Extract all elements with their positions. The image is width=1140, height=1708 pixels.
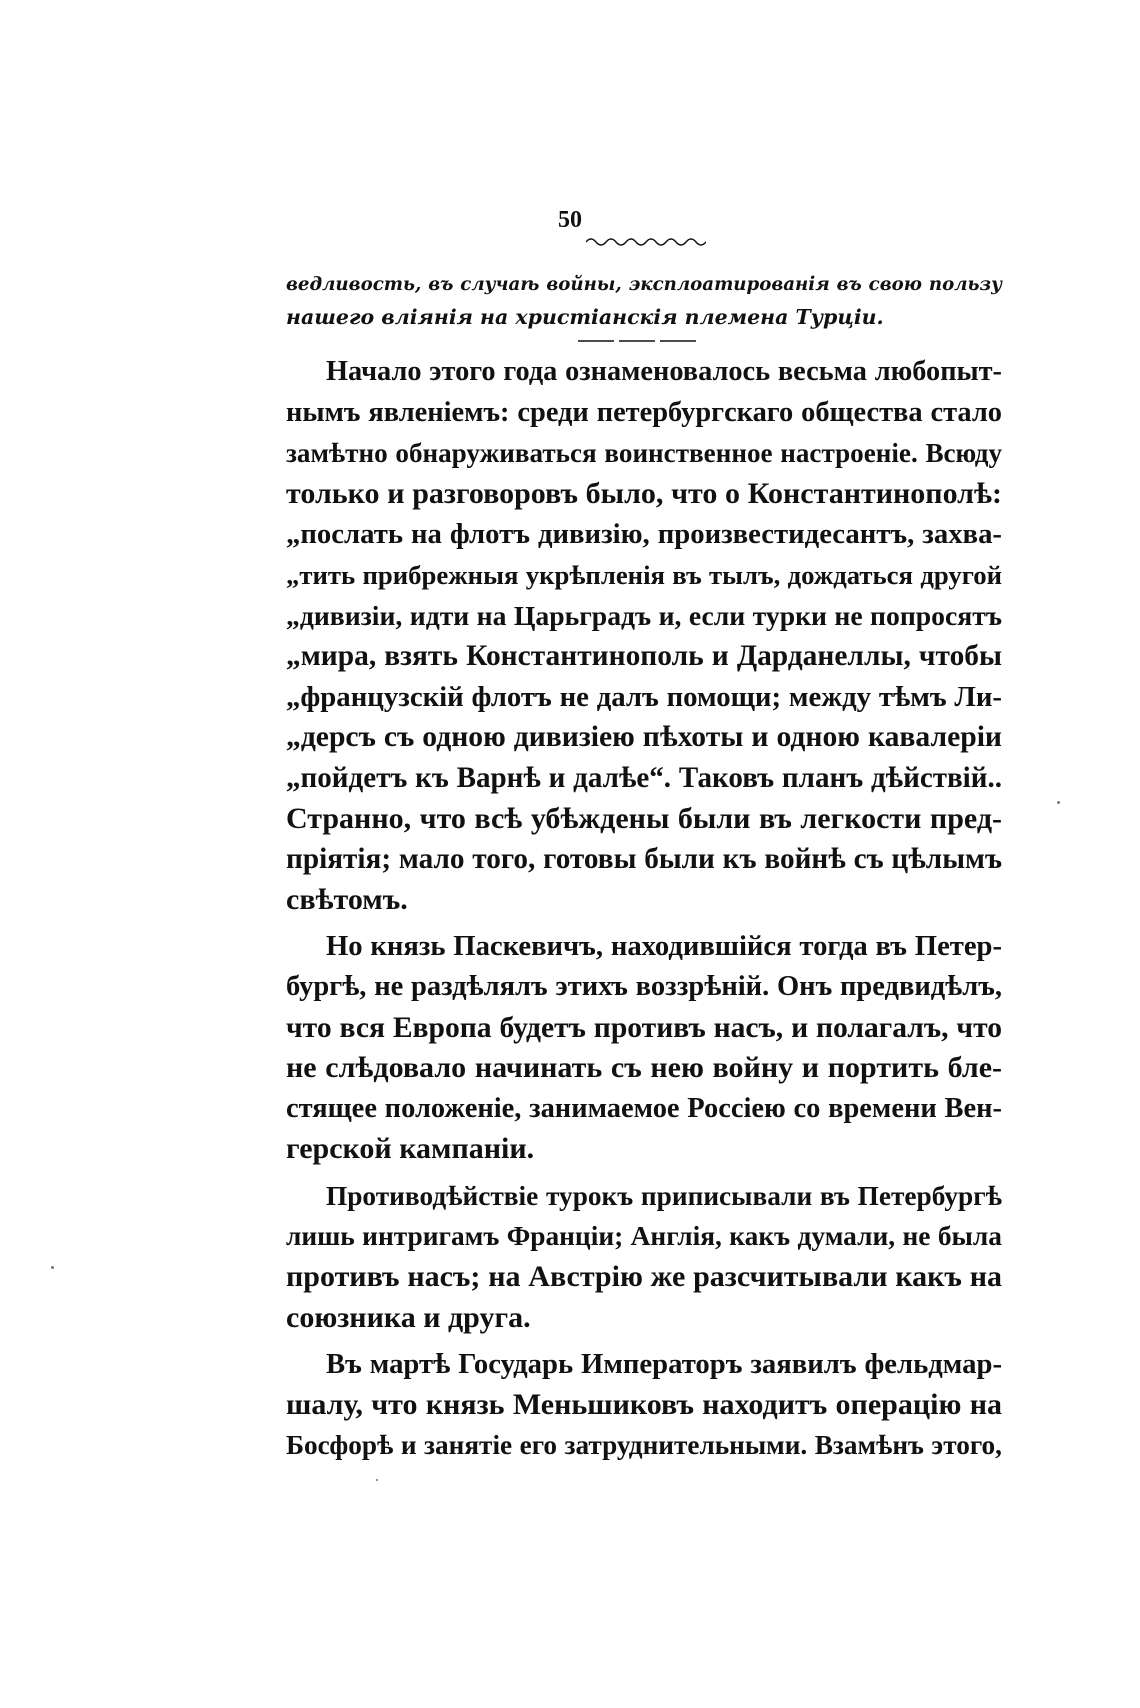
scan-speck [1057, 801, 1060, 804]
text-line: лишь интригамъ Франціи; Англія, какъ думали, не была [286, 1221, 1002, 1252]
text-line: пріятія; мало того, готовы были къ войнѣ съ цѣлымъ [286, 843, 1002, 876]
paragraph [286, 1176, 1002, 1338]
text-line: Начало этого года ознаменовалось весьма любопыт- [326, 356, 1002, 387]
text-line: свѣтомъ. [286, 882, 408, 916]
continuation-line: ведливость, въ случаѣ войны, эксплоатированія въ свою пользу [286, 274, 1002, 295]
text-line: Но князь Паскевичъ, находившійся тогда въ Петер- [326, 930, 1002, 963]
text-line: противъ насъ; на Австрію же разсчитывали какъ на [286, 1260, 1002, 1294]
text-line: Въ мартѣ Государь Императоръ заявилъ фельдмар- [326, 1348, 1002, 1381]
main-text [286, 352, 1002, 1466]
text-line: только и разговоровъ было, что о Константинополѣ: [286, 476, 1002, 510]
scan-speck [376, 1479, 378, 1481]
paragraph [286, 352, 1002, 920]
text-line: союзника и друга. [286, 1300, 531, 1334]
text-line: „пойдетъ къ Варнѣ и далѣе“. Таковъ планъ дѣйствій.. [286, 761, 1002, 794]
page-number: 50 [558, 207, 582, 233]
scan-speck [51, 1266, 54, 1269]
text-line: не слѣдовало начинать съ нею войну и портить бле- [286, 1051, 1002, 1085]
text-line: „тить прибрежныя укрѣпленія въ тылъ, дождаться другой [286, 559, 1002, 590]
text-line: „мира, взять Константинополь и Дарданеллы, чтобы [286, 640, 1002, 673]
text-line: шалу, что князь Меньшиковъ находитъ операцію на [286, 1387, 1002, 1421]
text-line: „дивизіи, идти на Царьградъ и, если турки не попросятъ [286, 599, 1002, 631]
continuation-note [286, 268, 1002, 334]
text-line: стящее положеніе, занимаемое Россіею со времени Вен- [286, 1092, 1002, 1124]
paragraph [286, 926, 1002, 1170]
text-line: Странно, что всѣ убѣждены были въ легкости пред- [286, 801, 1002, 835]
text-line: Босфорѣ и занятіе его затруднительными. Взамѣнъ этого, [286, 1430, 1002, 1461]
text-line: Противодѣйствіе турокъ приписывали въ Петербургѣ [326, 1180, 1002, 1211]
text-line: что вся Европа будетъ противъ насъ, и полагалъ, что [286, 1011, 1002, 1044]
ornamental-wavy-rule [586, 236, 706, 246]
text-line: нымъ явленіемъ: среди петербургскаго общества стало [286, 396, 1002, 428]
section-separator [578, 339, 696, 343]
text-line: герской кампаніи. [286, 1132, 535, 1166]
text-line: „послать на флотъ дивизію, произвестидесантъ, захва- [286, 518, 1002, 551]
paragraph [286, 1344, 1002, 1466]
text-line: бургѣ, не раздѣлялъ этихъ воззрѣній. Онъ предвидѣлъ, [286, 970, 1002, 1002]
text-line: „французскій флотъ не далъ помощи; между тѣмъ Ли- [286, 680, 1002, 713]
text-line: замѣтно обнаруживаться воинственное настроеніе. Всюду [286, 438, 1002, 469]
continuation-line: нашего вліянія на христіанскія племена Турціи. [286, 305, 884, 329]
text-line: „дерсъ съ одною дивизіею пѣхоты и одною кавалеріи [286, 721, 1002, 754]
